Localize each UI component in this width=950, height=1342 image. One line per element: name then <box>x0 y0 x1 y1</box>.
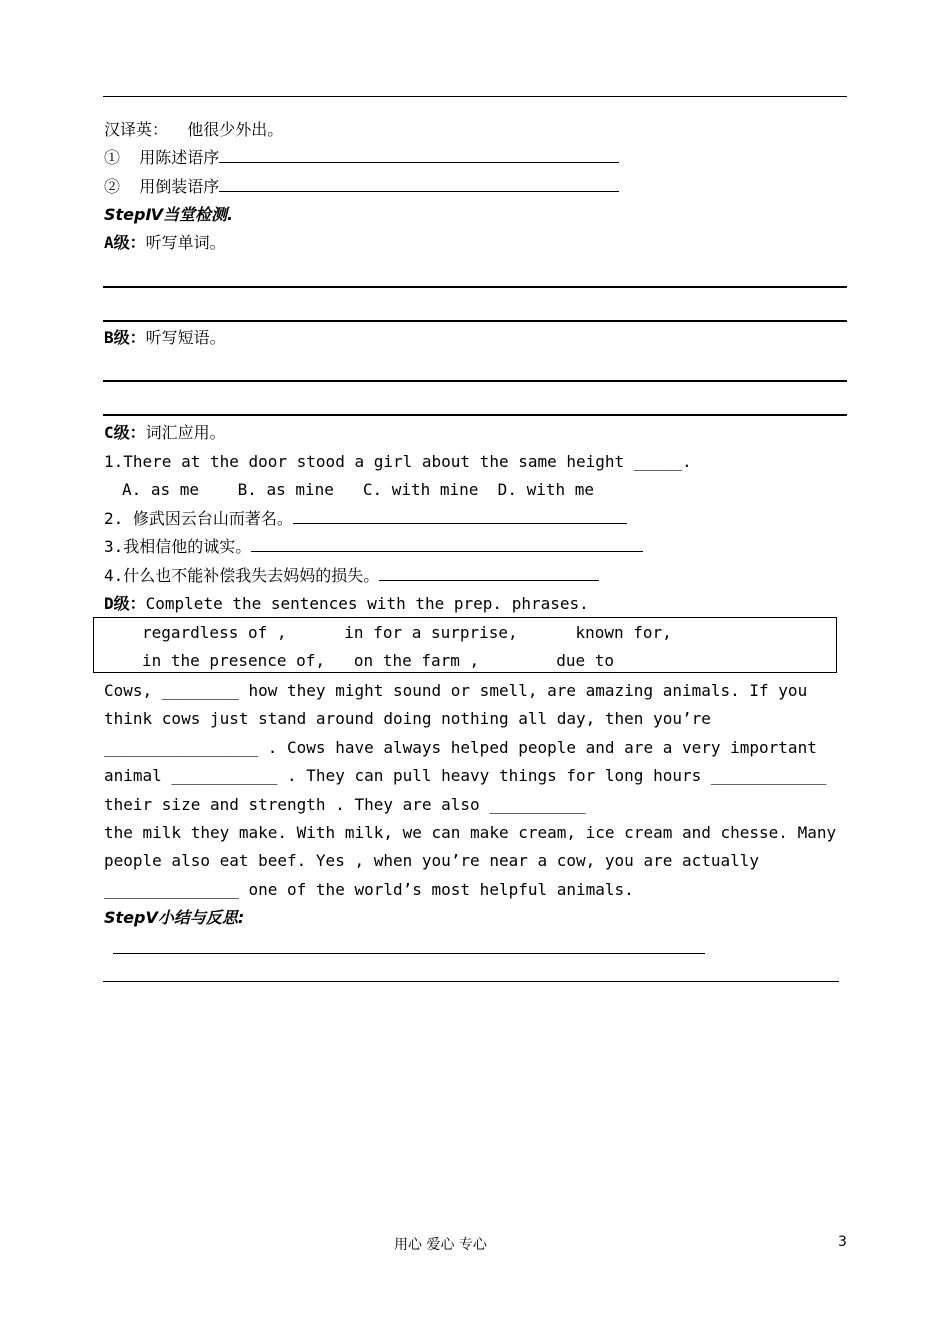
level-b-bottom-rule <box>103 414 847 416</box>
level-d-line <box>104 594 589 614</box>
level-a-label: A级： <box>104 233 146 252</box>
answer-blank-1[interactable] <box>219 148 619 163</box>
translation-line <box>104 120 283 140</box>
question-3-blank[interactable] <box>251 537 643 552</box>
page-number: 3 <box>838 1234 847 1250</box>
top-rule <box>103 96 847 97</box>
passage-line-6: the milk they make. With milk, we can make cream, ice cream and chesse. Many <box>104 823 837 842</box>
question-4 <box>104 566 599 586</box>
question-2-text: 2. 修武因云台山而著名。 <box>104 509 293 528</box>
translation-item-2 <box>104 177 619 197</box>
level-b-line <box>104 328 226 348</box>
passage-line-8: ______________ one of the world’s most helpful animals. <box>104 880 634 899</box>
level-b-answer-line[interactable] <box>103 380 847 382</box>
passage-line-3: ________________ . Cows have always helped people and are a very important <box>104 738 817 757</box>
question-3-text: 3.我相信他的诚实。 <box>104 537 252 556</box>
level-a-bottom-rule <box>103 320 847 322</box>
passage-line-4: animal ___________ . They can pull heavy things for long hours ____________ <box>104 766 827 785</box>
step5-title: StepⅤ小结与反思: <box>104 908 245 927</box>
question-1: 1.There at the door stood a girl about the same height _____. <box>104 452 692 471</box>
level-a-line <box>104 233 226 253</box>
level-a-text: 听写单词。 <box>145 233 226 252</box>
phrase-row-2: in the presence of, on the farm , due to <box>142 651 615 670</box>
reflection-line-1[interactable] <box>113 953 705 954</box>
passage-line-5: their size and strength . They are also __________ <box>104 795 586 814</box>
level-d-instruction: Complete the sentences with the prep. phrases. <box>145 594 589 613</box>
step4-title: StepⅣ当堂检测. <box>104 205 234 224</box>
footer-motto: 用心 爱心 专心 <box>394 1237 487 1253</box>
item-2-label: ② 用倒装语序 <box>104 177 220 196</box>
question-2 <box>104 509 627 529</box>
level-c-line <box>104 423 226 443</box>
question-1-options: A. as me B. as mine C. with mine D. with me <box>122 480 595 499</box>
item-1-label: ① 用陈述语序 <box>104 148 220 167</box>
question-2-blank[interactable] <box>293 509 627 524</box>
level-c-label: C级： <box>104 423 146 442</box>
phrase-box <box>93 617 837 673</box>
level-a-answer-line[interactable] <box>103 286 847 288</box>
passage-line-1: Cows, ________ how they might sound or smell, are amazing animals. If you <box>104 681 808 700</box>
level-b-label: B级： <box>104 328 146 347</box>
answer-blank-2[interactable] <box>219 177 619 192</box>
reflection-line-2[interactable] <box>103 981 839 982</box>
translation-item-1 <box>104 148 619 168</box>
level-d-label: D级： <box>104 594 146 613</box>
level-b-text: 听写短语。 <box>145 328 226 347</box>
translation-sentence: 他很少外出。 <box>187 120 284 139</box>
question-4-blank[interactable] <box>379 566 599 581</box>
level-c-text: 词汇应用。 <box>145 423 226 442</box>
question-3 <box>104 537 643 557</box>
translation-heading: 汉译英： <box>104 120 169 139</box>
question-4-text: 4.什么也不能补偿我失去妈妈的损失。 <box>104 566 380 585</box>
passage-line-7: people also eat beef. Yes , when you’re near a cow, you are actually <box>104 851 760 870</box>
phrase-row-1: regardless of , in for a surprise, known for, <box>142 623 672 642</box>
passage-line-2: think cows just stand around doing nothing all day, then you’re <box>104 709 711 728</box>
